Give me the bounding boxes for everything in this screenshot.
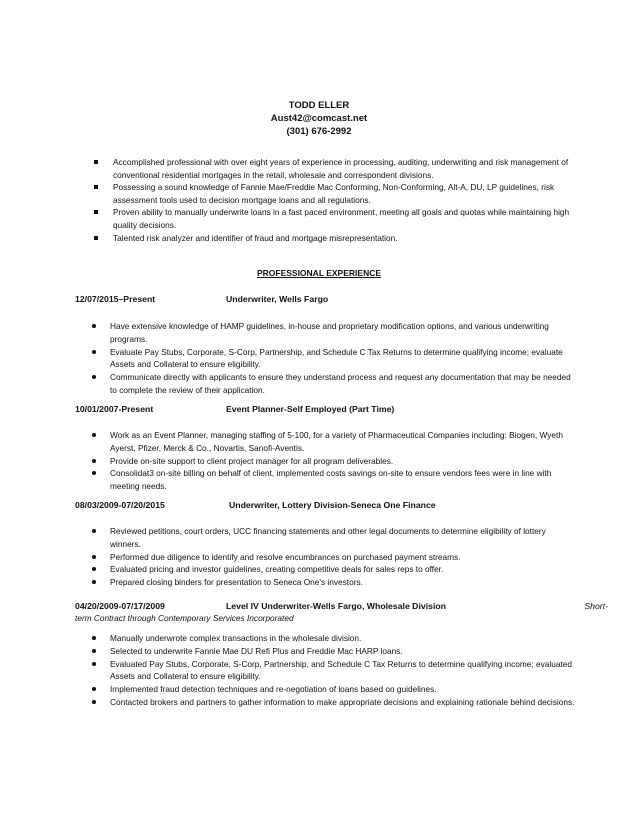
duty-item: Communicate directly with applicants to ensure they understand process and request any documentation that may be needed to complete the review of their application. xyxy=(75,371,575,397)
duty-item: Implemented fraud detection techniques and re-negotiation of loans based on guidelines. xyxy=(75,683,575,696)
duty-item: Have extensive knowledge of HAMP guidelines, in-house and proprietary modification options, and various underwriting programs. xyxy=(75,320,575,346)
job-duties xyxy=(75,320,575,397)
job-header xyxy=(75,403,575,415)
resume-header xyxy=(0,99,638,138)
job-subtitle: term Contract through Contemporary Services Incorporated xyxy=(75,613,294,623)
duty-item: Contacted brokers and partners to gather information to make appropriate decisions and explaining rationale behind decisions. xyxy=(75,696,575,709)
duty-item: Evaluate Pay Stubs, Corporate, S-Corp, Partnership, and Schedule C Tax Returns to determine qualifying income; evaluate Assets and Collateral to ensure eligibility. xyxy=(75,346,575,372)
duty-item: Consolidat3 on-site billing on behalf of client, implemented costs savings on-site to ensure vendors fees were in line with meeting needs. xyxy=(75,467,575,493)
duty-item: Prepared closing binders for presentation to Seneca One's investors. xyxy=(75,576,575,589)
job-title: Level IV Underwriter-Wells Fargo, Wholesale Division xyxy=(226,601,446,611)
candidate-email: Aust42@comcast.net xyxy=(270,113,368,124)
job-header xyxy=(75,293,575,305)
job-entry xyxy=(75,403,575,493)
job-title: Underwriter, Wells Fargo xyxy=(226,294,329,304)
duty-item: Provide on-site support to client project manager for all program deliverables. xyxy=(75,455,575,468)
job-dates: 12/07/2015–Present xyxy=(75,294,156,304)
summary-list xyxy=(92,156,572,244)
duty-item: Selected to underwrite Fannie Mae DU Refi Plus and Freddie Mac HARP loans. xyxy=(75,645,575,658)
job-duties xyxy=(75,429,575,493)
job-dates: 10/01/2007-Present xyxy=(75,404,154,414)
job-dates: 04/20/2009-07/17/2009 xyxy=(75,601,165,611)
job-entry xyxy=(75,499,575,589)
job-title: Event Planner-Self Employed (Part Time) xyxy=(226,404,395,414)
job-entry xyxy=(75,293,575,397)
candidate-name: TODD ELLER xyxy=(288,100,350,111)
job-title: Underwriter, Lottery Division-Seneca One Finance xyxy=(229,500,436,510)
job-entry xyxy=(75,600,608,709)
duty-item: Evaluated Pay Stubs, Corporate, S-Corp, Partnership, and Schedule C Tax Returns to determine qualifying income; evaluated Assets and Collateral to ensure eligibility. xyxy=(75,658,575,684)
summary-item: Proven ability to manually underwrite loans in a fast paced environment, meeting all goals and quotas while maintaining high quality decisions. xyxy=(92,206,572,231)
summary-item: Talented risk analyzer and identifier of fraud and mortgage misrepresentation. xyxy=(92,232,572,245)
duty-item: Manually underwrote complex transactions in the wholesale division. xyxy=(75,632,575,645)
job-contract-note: Short- xyxy=(584,601,608,611)
experience-heading: PROFESSIONAL EXPERIENCE xyxy=(256,268,382,278)
summary-item: Possessing a sound knowledge of Fannie Mae/Freddie Mac Conforming, Non-Conforming, Alt-A, DU, LP guidelines, risk assessment tools used to decision mortgage loans and all regulations. xyxy=(92,181,572,206)
duty-item: Performed due diligence to identify and resolve encumbrances on purchased payment streams. xyxy=(75,551,575,564)
duty-item: Work as an Event Planner, managing staffing of 5-100, for a variety of Pharmaceutical Companies including: Biogen, Wyeth Ayerst, Pfizer, Merck & Co., Novartis, Sanofi-Aventis. xyxy=(75,429,575,455)
job-header xyxy=(75,600,608,612)
job-dates: 08/03/2009-07/20/2015 xyxy=(75,500,165,510)
job-duties xyxy=(75,525,575,589)
job-header xyxy=(75,499,575,511)
job-duties xyxy=(75,632,575,709)
summary-item: Accomplished professional with over eight years of experience in processing, auditing, underwriting and risk management of conventional residential mortgages in the retail, wholesale and correspondent divisions. xyxy=(92,156,572,181)
candidate-phone: (301) 676-2992 xyxy=(286,126,352,137)
duty-item: Reviewed petitions, court orders, UCC financing statements and other legal documents to determine eligibility of lottery winners. xyxy=(75,525,575,551)
duty-item: Evaluated pricing and investor guidelines, creating competitive deals for sales reps to offer. xyxy=(75,563,575,576)
